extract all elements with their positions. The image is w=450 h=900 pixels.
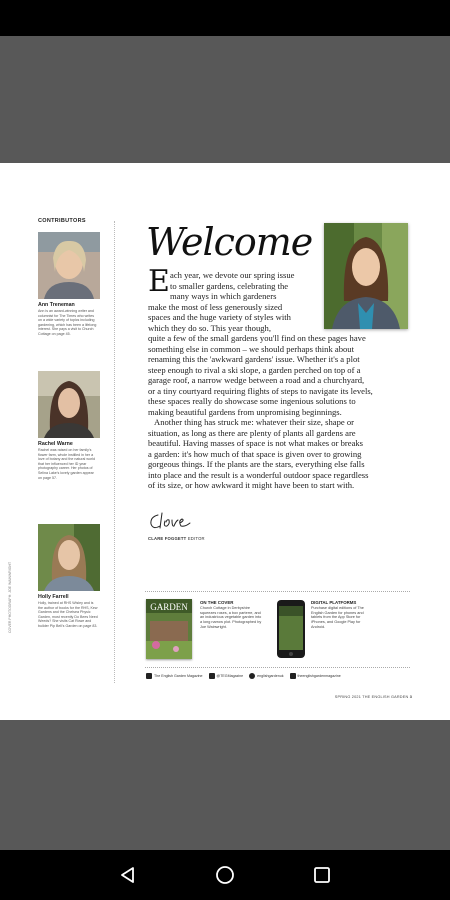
contributor-name: Ann Treneman (38, 302, 75, 308)
pinterest-icon (249, 673, 255, 679)
page-folio (335, 695, 412, 699)
contributor-bio: Rachel was raised on her family's flower farm, whole instilled in her a love of botany and the natural world that her influenced her ID year photography career. Her photos of Selina Lake's lovely garden appear on page 57. (38, 448, 95, 480)
social-label: englishgardenuk (257, 674, 284, 678)
viewer-background-bottom (0, 720, 450, 850)
section-divider (145, 667, 410, 668)
body-text-line: beautiful. Having masses of space is not what makes or breaks (148, 438, 364, 448)
contributor-rachel-warne (38, 371, 104, 480)
body-text-line: make the most of less generously sized (148, 301, 283, 312)
body-text-line: many ways in which gardeners (170, 291, 277, 301)
editor-credit (148, 536, 205, 541)
body-text-line: making beautiful gardens from unpromising beginnings. (148, 406, 342, 417)
body-text-line: which they do so. This year though, (148, 322, 272, 333)
social-link-pinterest[interactable] (249, 673, 283, 679)
body-text-line: a garden: it's how much of that space is given over to growing (148, 448, 362, 459)
viewer-background-top (0, 36, 450, 163)
social-link-instagram[interactable] (290, 673, 341, 679)
recents-square-icon (312, 865, 332, 885)
body-text-line: steep enough to rival a ski slope, a garden perched on top of a (148, 364, 361, 375)
column-divider (114, 221, 115, 683)
social-links (146, 673, 411, 679)
body-text-line: gorgeous things. If the plants are the stars, everything else falls (148, 459, 365, 469)
contributor-ann-treneman (38, 232, 104, 337)
body-text-line: into place and the result is a wonderful outdoor space regardless (148, 469, 369, 480)
digital-platforms-heading: DIGITAL PLATFORMS (311, 600, 357, 605)
body-text-line: renaming this the 'awkward gardens' issue. Whether it's a plot (148, 354, 360, 364)
social-label: theenglishgardenmagazine (297, 674, 341, 678)
back-button[interactable] (108, 855, 148, 895)
instagram-icon (290, 673, 296, 679)
editor-photo (324, 223, 408, 329)
body-text-line: of its size, or how awkward it might have been to start with. (148, 480, 355, 490)
editor-signature (148, 509, 196, 533)
contributor-bio: Holly, trained at RHS Wisley and is the author of books for the RHS, Kew Gardens and the Chelsea Physic Garden, most recently Do Bees Need Weeds? She visits Cat Rowe and builder Pip Bell's Garden on page 83. (38, 601, 98, 628)
body-text-line: spaces and the huge variety of styles with (148, 312, 291, 322)
social-link-facebook[interactable] (146, 673, 203, 679)
social-link-twitter[interactable] (209, 673, 244, 679)
side-photo-credit: COVER PHOTOGRAPH: JOE WAINWRIGHT (8, 561, 12, 633)
drop-cap: E (148, 264, 170, 299)
body-text-line: something else in common – we should perhaps think about (148, 343, 354, 354)
social-label: The English Garden Magazine (154, 674, 203, 678)
home-button[interactable] (205, 855, 245, 895)
body-text-line: these spaces really do showcase some ingenious solutions to (148, 396, 356, 406)
on-the-cover-text: Church Cottage in Derbyshire squeezes roses, a box parterre, and an industrious vegetable garden into a long narrow plot. Photographed by Joe Wainwright. (200, 606, 262, 629)
twitter-icon (209, 673, 215, 679)
contributor-photo (38, 232, 100, 299)
body-text-line: garage roof, a narrow wedge between a road and a churchyard, (148, 375, 365, 385)
editor-name: CLARE FOGGETT (148, 536, 187, 541)
body-text-line: ach year, we devote our spring issue (170, 270, 295, 280)
editor-role: EDITOR (187, 536, 205, 541)
contributors-column (38, 218, 104, 628)
body-text-line: Another thing has struck me: whatever their size, shape or (154, 417, 354, 427)
home-circle-icon (215, 865, 235, 885)
on-the-cover-heading: ON THE COVER (200, 600, 234, 605)
contributors-heading: CONTRIBUTORS (38, 218, 86, 224)
social-label: @TEGMagazine (216, 674, 244, 678)
cover-thumb-title: GARDEN (150, 602, 188, 612)
phone-thumbnail (277, 600, 305, 658)
body-text-line: to smaller gardens, celebrating the (170, 280, 289, 291)
cover-thumbnail (146, 599, 192, 659)
page-number: 3 (409, 695, 412, 699)
contributor-holly-farrell (38, 524, 104, 629)
contributor-photo (38, 371, 100, 438)
status-bar (0, 0, 450, 36)
contributor-bio: Ann is an award-winning writer and columnist for The Times who writes on a wide variety of topics including gardening, which has been a lifelong interest. She pays a visit to Church Cottage on page 45. (38, 309, 97, 336)
contributor-name: Holly Farrell (38, 594, 69, 600)
section-divider (145, 591, 410, 592)
body-text-line: situation, as long as there are plenty of plants all gardens are (148, 427, 356, 438)
welcome-title: Welcome (146, 220, 313, 264)
magazine-page[interactable] (0, 163, 450, 720)
body-text-line: or a tiny courtyard requiring flights of steps to navigate its levels, (148, 385, 373, 396)
back-triangle-icon (118, 865, 138, 885)
facebook-icon (146, 673, 152, 679)
navigation-bar (0, 850, 450, 900)
recents-button[interactable] (302, 855, 342, 895)
digital-platforms-text: Purchase digital editions of The English Garden for phones and tablets from the App Store for iPhones, and Google Play for Android. (311, 606, 364, 629)
folio-text: SPRING 2021 THE ENGLISH GARDEN (334, 695, 409, 699)
contributor-name: Rachel Warne (38, 441, 73, 447)
body-text-line: quite a few of the small gardens you'll find on these pages have (148, 333, 366, 343)
contributor-photo (38, 524, 100, 591)
